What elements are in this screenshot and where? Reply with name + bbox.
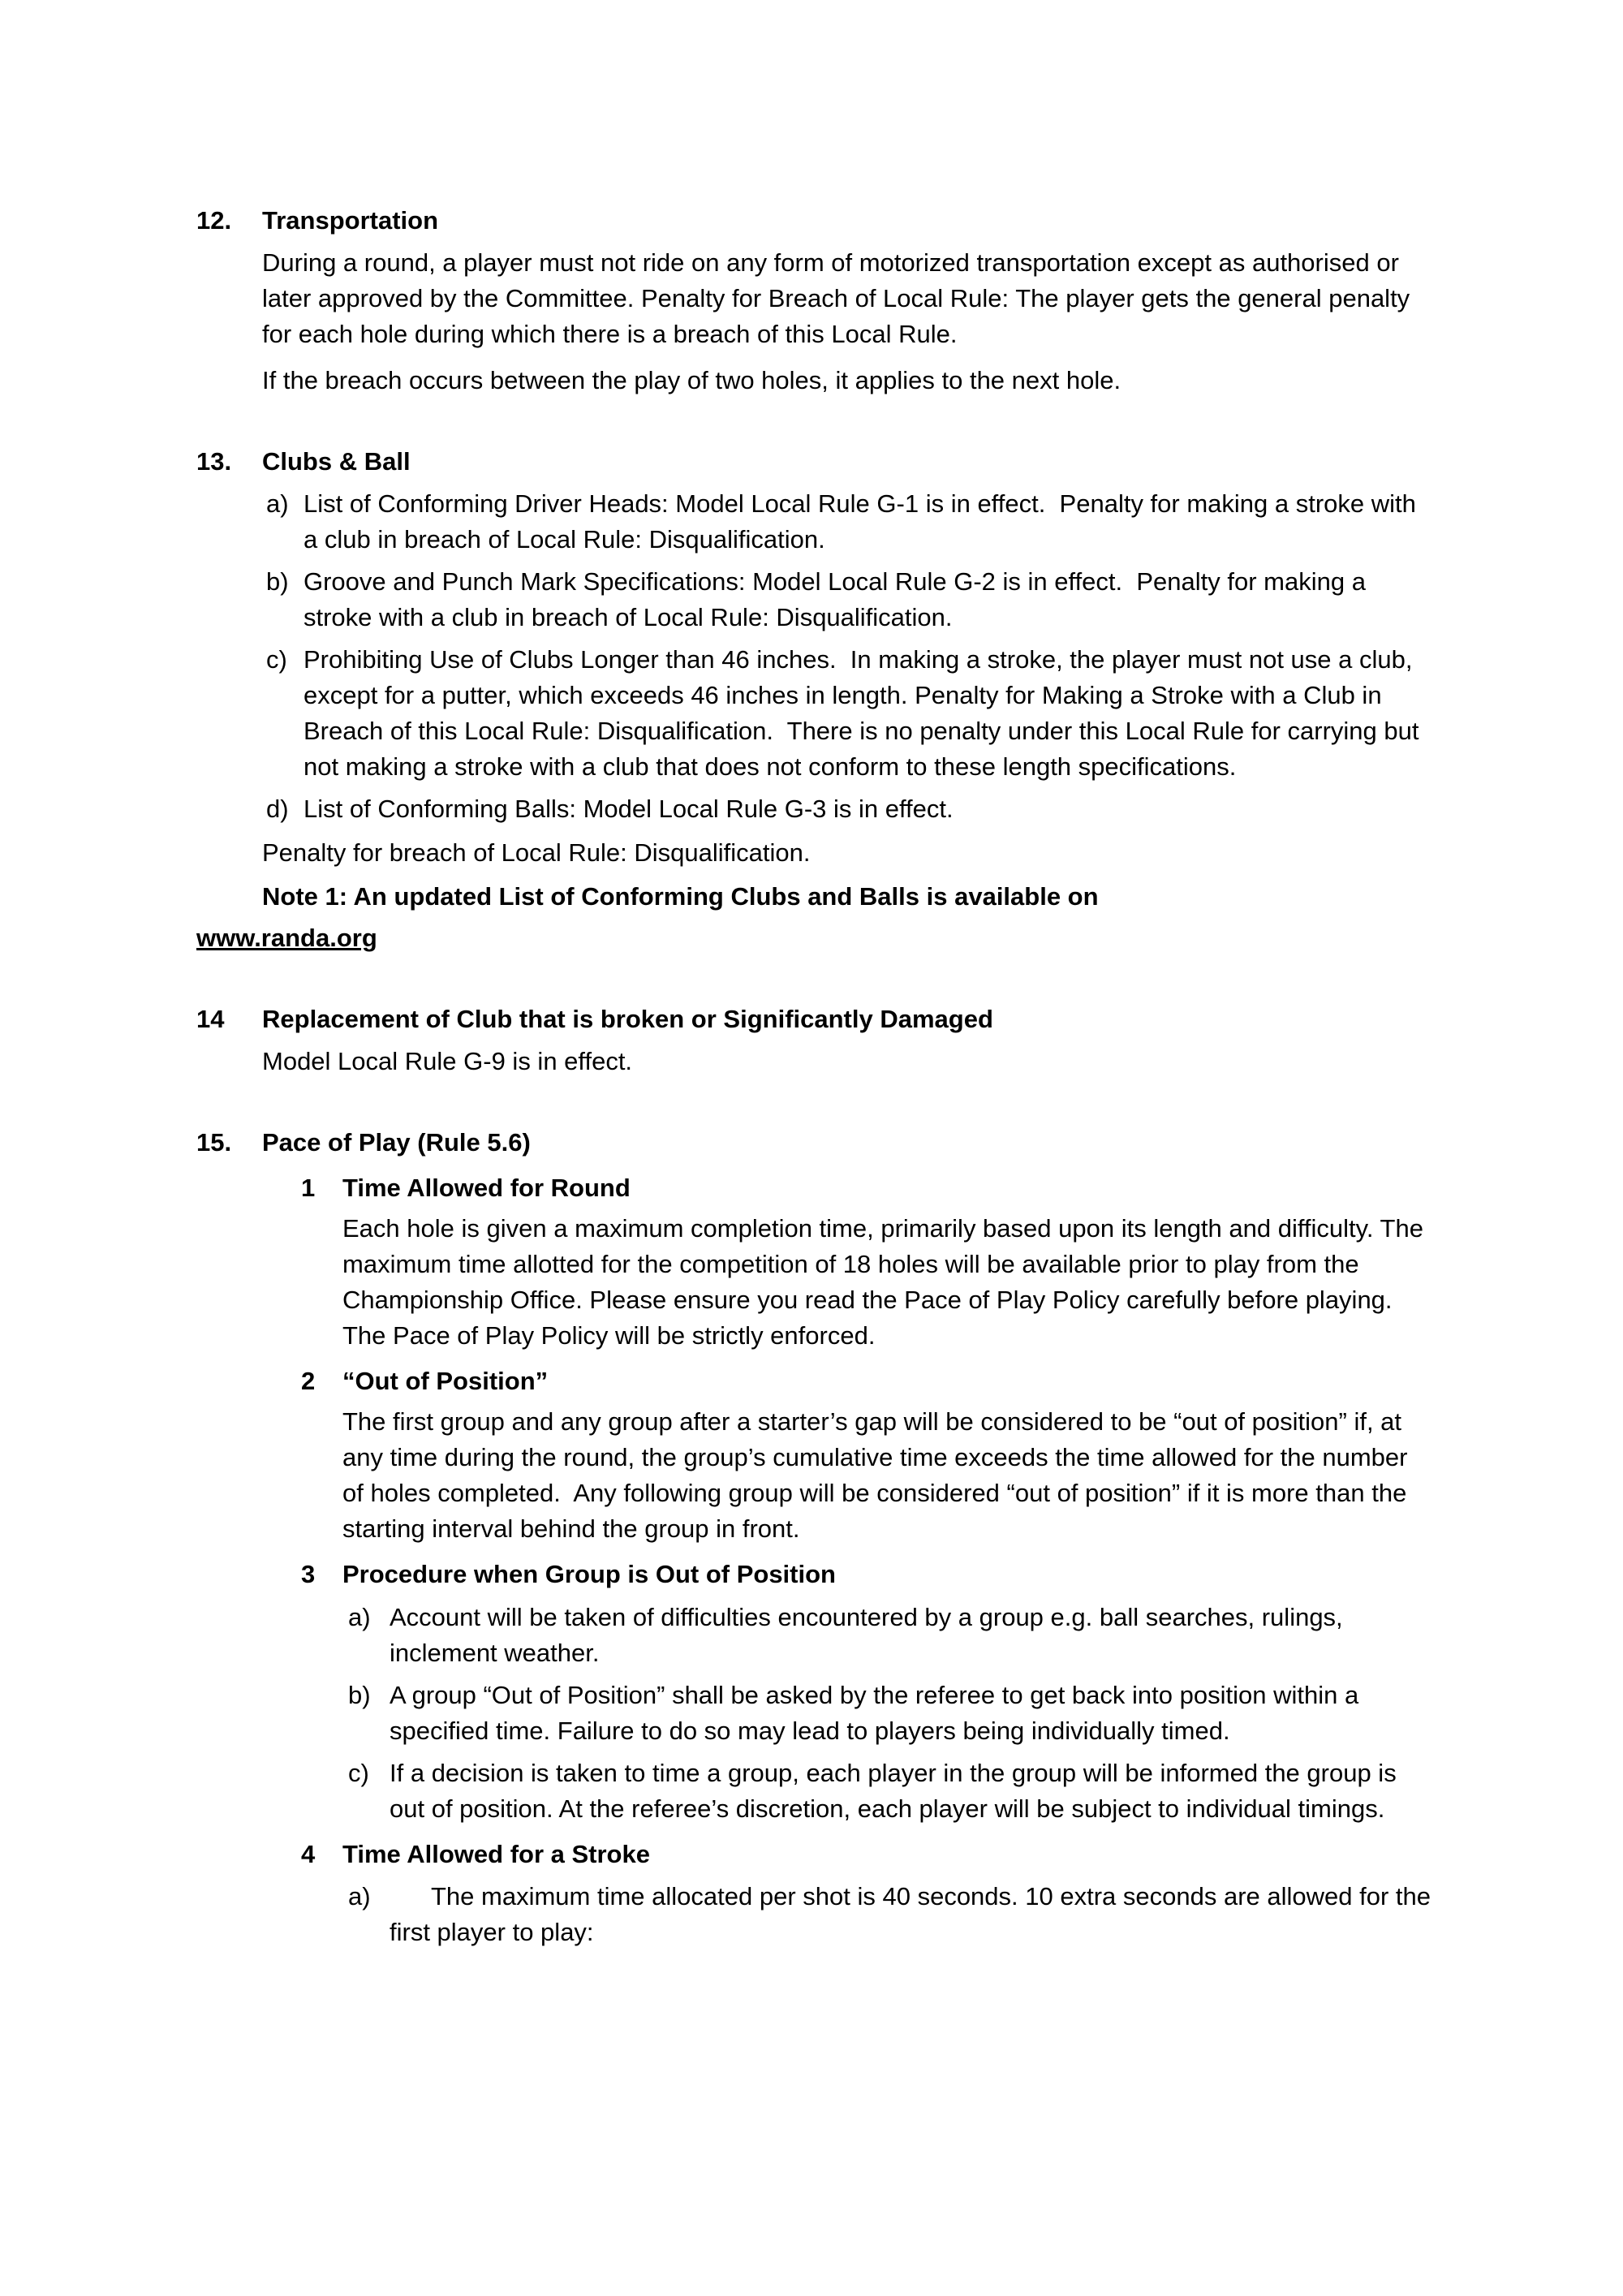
section-heading	[196, 1002, 1431, 1037]
list-item	[348, 1600, 1431, 1671]
subsection-number: 3	[301, 1560, 316, 1589]
list-item	[266, 486, 1431, 558]
section-number: 13.	[196, 447, 232, 476]
subsection-number: 4	[301, 1839, 316, 1868]
section-heading	[196, 203, 1431, 239]
list-marker: c)	[266, 645, 287, 674]
list-marker: a)	[266, 489, 289, 519]
subsection-number: 2	[301, 1367, 316, 1396]
section-heading	[196, 444, 1431, 480]
section-club-replacement	[196, 1002, 1431, 1079]
list-marker: a)	[348, 1881, 371, 1910]
subsection-title: Time Allowed for Round	[342, 1174, 631, 1203]
section-title: Clubs & Ball	[262, 447, 411, 476]
list-item	[266, 642, 1431, 785]
subsection-heading	[301, 1363, 1431, 1399]
subsection-title: Procedure when Group is Out of Position	[342, 1560, 836, 1589]
list-item	[348, 1755, 1431, 1827]
subsection-procedure-out-of-position	[301, 1557, 1431, 1826]
list-marker: b)	[348, 1680, 371, 1709]
subsection-time-allowed-for-stroke	[301, 1837, 1438, 1950]
subsection-heading	[301, 1170, 1431, 1206]
list-item-text: Prohibiting Use of Clubs Longer than 46 inches. In making a stroke, the player must not use a club, except for a putter, which exceeds 46 inches in length. Penalty for Making a Stroke with a Club in Breach of this Local Rule: Disqualification. There is no penalty under this Local Rule for carrying but not making a stroke with a club that does not conform to these length specifications.	[304, 645, 1427, 782]
list-item-text: A group “Out of Position” shall be asked by the referee to get back into position within a specified time. Failure to do so may lead to players being individually timed.	[390, 1680, 1366, 1745]
list-item-text: If a decision is taken to time a group, each player in the group will be informed the group is out of position. At the referee’s discretion, each player will be subject to individual timings.	[390, 1758, 1404, 1823]
paragraph: Model Local Rule G-9 is in effect.	[262, 1047, 633, 1076]
subsection-title: “Out of Position”	[342, 1367, 549, 1396]
section-transportation	[196, 203, 1431, 398]
paragraph: The first group and any group after a starter’s gap will be considered to be “out of position” if, at any time during the round, the group’s cumulative time exceeds the time allowed for the number of holes completed. Any following group will be considered “out of position” if it is more than the starting interval behind the group in front.	[342, 1407, 1415, 1544]
list-item	[266, 791, 1431, 827]
section-clubs-and-ball	[196, 444, 1431, 956]
subsection-heading	[301, 1557, 1431, 1592]
section-number: 14	[196, 1005, 225, 1034]
penalty-text: Penalty for breach of Local Rule: Disqualification.	[262, 838, 811, 868]
section-title: Pace of Play (Rule 5.6)	[262, 1128, 531, 1157]
section-pace-of-play	[196, 1125, 1438, 1949]
paragraph: Each hole is given a maximum completion time, primarily based upon its length and difficulty. The maximum time allotted for the competition of 18 holes will be available prior to play from the Championship Office. Please ensure you read the Pace of Play Policy carefully before playing. The Pace of Play Policy will be strictly enforced.	[342, 1214, 1431, 1350]
section-title: Transportation	[262, 206, 439, 235]
randa-link[interactable]: www.randa.org	[196, 924, 377, 953]
section-number: 15.	[196, 1128, 232, 1157]
list-item-text: List of Conforming Driver Heads: Model Local Rule G-1 is in effect. Penalty for making a stroke with a club in breach of Local Rule: Disqualification.	[304, 489, 1423, 554]
paragraph: If the breach occurs between the play of two holes, it applies to the next hole.	[262, 366, 1121, 395]
subsection-title: Time Allowed for a Stroke	[342, 1839, 650, 1868]
list-item-text: The maximum time allocated per shot is 40 seconds. 10 extra seconds are allowed for the first player to play:	[390, 1881, 1438, 1946]
paragraph: During a round, a player must not ride on any form of motorized transportation except as authorised or later approved by the Committee. Penalty for Breach of Local Rule: The player gets the general penalty for each hole during which there is a breach of this Local Rule.	[262, 248, 1417, 349]
list-marker: d)	[266, 795, 289, 824]
note-link-line	[196, 920, 1431, 956]
section-number: 12.	[196, 206, 232, 235]
section-title: Replacement of Club that is broken or Significantly Damaged	[262, 1005, 993, 1034]
subsection-heading	[301, 1837, 1431, 1872]
list-marker: a)	[348, 1602, 371, 1631]
list-item	[266, 564, 1431, 635]
subsection-time-allowed-for-round	[301, 1170, 1431, 1354]
list-item	[348, 1678, 1431, 1749]
list-item	[348, 1879, 1438, 1950]
list-marker: c)	[348, 1758, 369, 1787]
list-marker: b)	[266, 567, 289, 597]
note-text: Note 1: An updated List of Conforming Clubs and Balls is available on	[262, 882, 1099, 911]
subsection-out-of-position	[301, 1363, 1431, 1547]
section-heading	[196, 1125, 1431, 1161]
list-item-text: List of Conforming Balls: Model Local Rule G-3 is in effect.	[304, 795, 954, 824]
list-item-text: Groove and Punch Mark Specifications: Model Local Rule G-2 is in effect. Penalty for making a stroke with a club in breach of Local Rule: Disqualification.	[304, 567, 1373, 632]
list-item-text: Account will be taken of difficulties encountered by a group e.g. ball searches, rulings, inclement weather.	[390, 1602, 1350, 1667]
subsection-number: 1	[301, 1174, 316, 1203]
